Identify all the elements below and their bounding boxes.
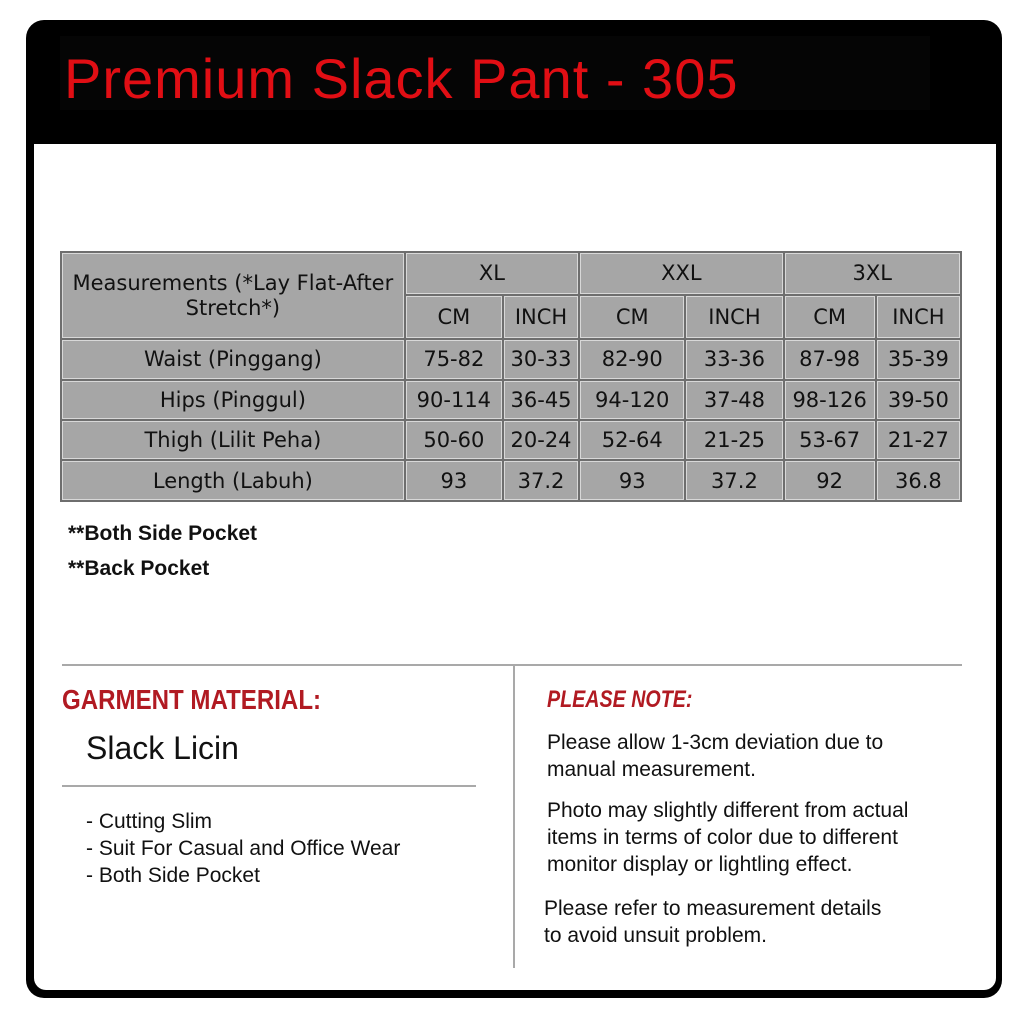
size-chart-table xyxy=(60,251,962,502)
section-divider xyxy=(62,664,962,666)
row-label: Hips (Pinggul) xyxy=(62,381,404,419)
table-cell: 92 xyxy=(785,461,875,500)
table-cell: 50-60 xyxy=(406,421,502,459)
list-item: - Cutting Slim xyxy=(86,810,213,833)
table-cell: 20-24 xyxy=(504,421,578,459)
pocket-notes xyxy=(68,516,257,586)
list-item: - Both Side Pocket xyxy=(86,864,260,887)
table-cell: 93 xyxy=(580,461,684,500)
table-row xyxy=(62,340,960,378)
note-line: **Both Side Pocket xyxy=(68,522,258,545)
table-row xyxy=(62,461,960,500)
row-label: Thigh (Lilit Peha) xyxy=(62,421,404,459)
note-paragraph: Photo may slightly different from actual items in terms of color due to different monitor display or lightling effect. xyxy=(547,799,909,876)
note-paragraph: Please allow 1-3cm deviation due to manual measurement. xyxy=(547,731,884,781)
feature-list xyxy=(86,808,400,889)
table-corner-label: Measurements (*Lay Flat-After Stretch*) xyxy=(62,253,404,338)
unit-header: CM xyxy=(785,296,875,339)
row-label: Length (Labuh) xyxy=(62,461,404,500)
garment-material-value: Slack Licin xyxy=(86,730,239,766)
table-row xyxy=(62,381,960,419)
table-cell: 37.2 xyxy=(686,461,782,500)
column-divider xyxy=(513,666,515,968)
note-line: **Back Pocket xyxy=(68,557,210,580)
note-paragraph: Please refer to measurement details to avoid unsuit problem. xyxy=(544,897,882,947)
please-note-heading: PLEASE NOTE: xyxy=(547,686,693,713)
table-cell: 90-114 xyxy=(406,381,502,419)
table-cell: 35-39 xyxy=(877,340,960,378)
unit-header: CM xyxy=(580,296,684,339)
table-cell: 93 xyxy=(406,461,502,500)
unit-header: INCH xyxy=(504,296,578,339)
table-cell: 37.2 xyxy=(504,461,578,500)
unit-header: INCH xyxy=(686,296,782,339)
table-cell: 36-45 xyxy=(504,381,578,419)
size-header-xl: XL xyxy=(406,253,578,294)
table-cell: 75-82 xyxy=(406,340,502,378)
table-cell: 82-90 xyxy=(580,340,684,378)
table-cell: 53-67 xyxy=(785,421,875,459)
unit-header: INCH xyxy=(877,296,960,339)
size-header-xxl: XXL xyxy=(580,253,782,294)
list-item: - Suit For Casual and Office Wear xyxy=(86,837,401,860)
table-cell: 30-33 xyxy=(504,340,578,378)
unit-header: CM xyxy=(406,296,502,339)
material-divider xyxy=(62,785,476,787)
table-cell: 37-48 xyxy=(686,381,782,419)
table-cell: 36.8 xyxy=(877,461,960,500)
row-label: Waist (Pinggang) xyxy=(62,340,404,378)
table-cell: 52-64 xyxy=(580,421,684,459)
table-cell: 87-98 xyxy=(785,340,875,378)
page-title: Premium Slack Pant - 305 xyxy=(64,47,739,110)
table-row xyxy=(62,421,960,459)
size-header-3xl: 3XL xyxy=(785,253,960,294)
table-cell: 21-27 xyxy=(877,421,960,459)
table-cell: 21-25 xyxy=(686,421,782,459)
table-cell: 33-36 xyxy=(686,340,782,378)
garment-material-heading: GARMENT MATERIAL: xyxy=(62,684,322,715)
table-cell: 98-126 xyxy=(785,381,875,419)
table-cell: 94-120 xyxy=(580,381,684,419)
table-cell: 39-50 xyxy=(877,381,960,419)
